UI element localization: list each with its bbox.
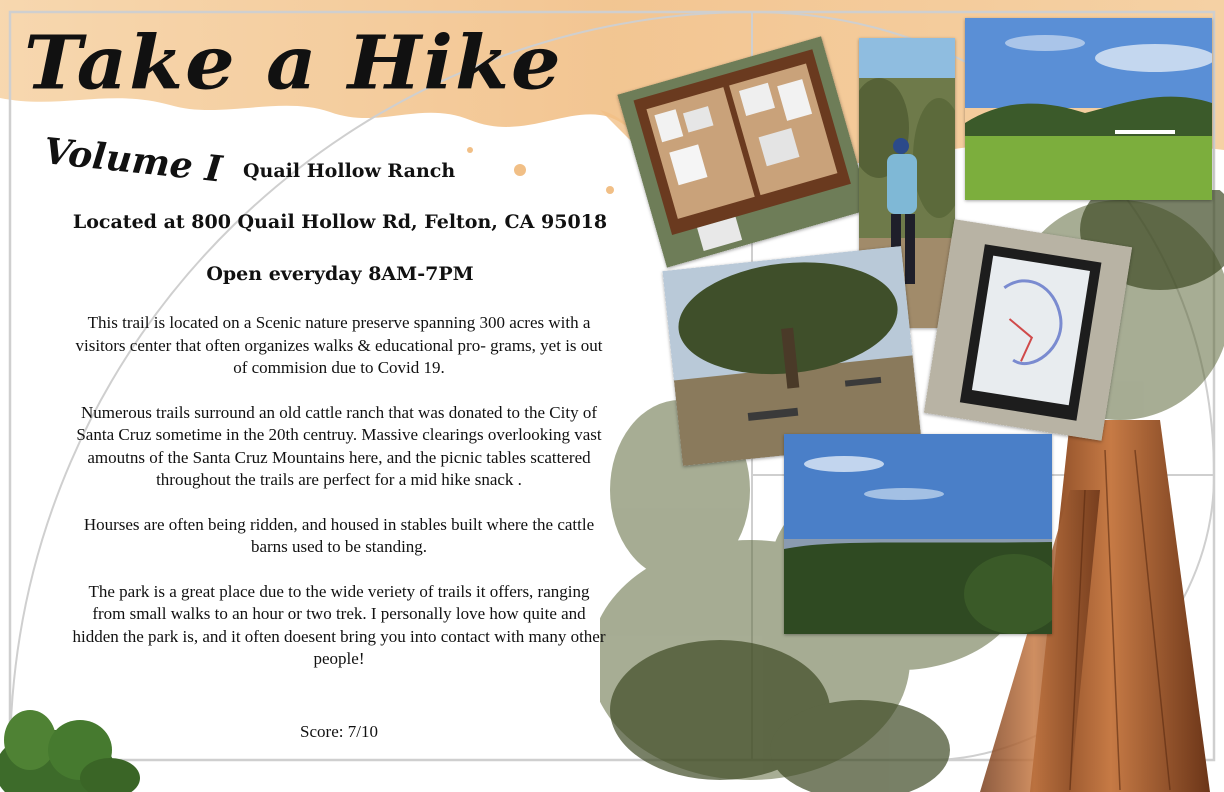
park-hours: Open everyday 8AM-7PM xyxy=(206,263,474,285)
photo-green-meadow xyxy=(965,18,1212,200)
shrub-illustration xyxy=(0,700,150,792)
paragraph: Numerous trails surround an old cattle ranch that was donated to the City of Santa Cruz sometime in the 20th centruy. Massive clearings overlooking vast amoutns of the Santa Cruz Mountains here, and the picnic tables scattered throughout the trails are perfect for a mid hike snack . xyxy=(76,402,602,489)
photo-mountain-overlook xyxy=(784,434,1052,634)
photo-oak-picnic-tables xyxy=(662,246,921,466)
score-label: Score: 7/10 xyxy=(300,722,378,741)
page-title: Take a Hike xyxy=(24,20,563,107)
paragraph: Hourses are often being ridden, and housed in stables built where the cattle barns used to be standing. xyxy=(83,514,595,556)
park-address: Located at 800 Quail Hollow Rd, Felton, CA 95018 xyxy=(72,211,608,233)
description-body xyxy=(72,312,606,693)
photo-trail-map-sign xyxy=(924,219,1132,441)
volume-label: Volume I xyxy=(41,130,225,191)
paragraph: The park is a great place due to the wide veriety of trails it offers, ranging from small walks to an hour or two trek. I personally love how quite and hidden the park is, and it often doesent bring you into contact with many other people! xyxy=(72,581,606,668)
park-name: Quail Hollow Ranch xyxy=(243,160,456,182)
paragraph: This trail is located on a Scenic nature preserve spanning 300 acres with a visitors center that often organizes walks & educational pro- grams, yet is out of commision due to Covid 19. xyxy=(75,313,603,377)
